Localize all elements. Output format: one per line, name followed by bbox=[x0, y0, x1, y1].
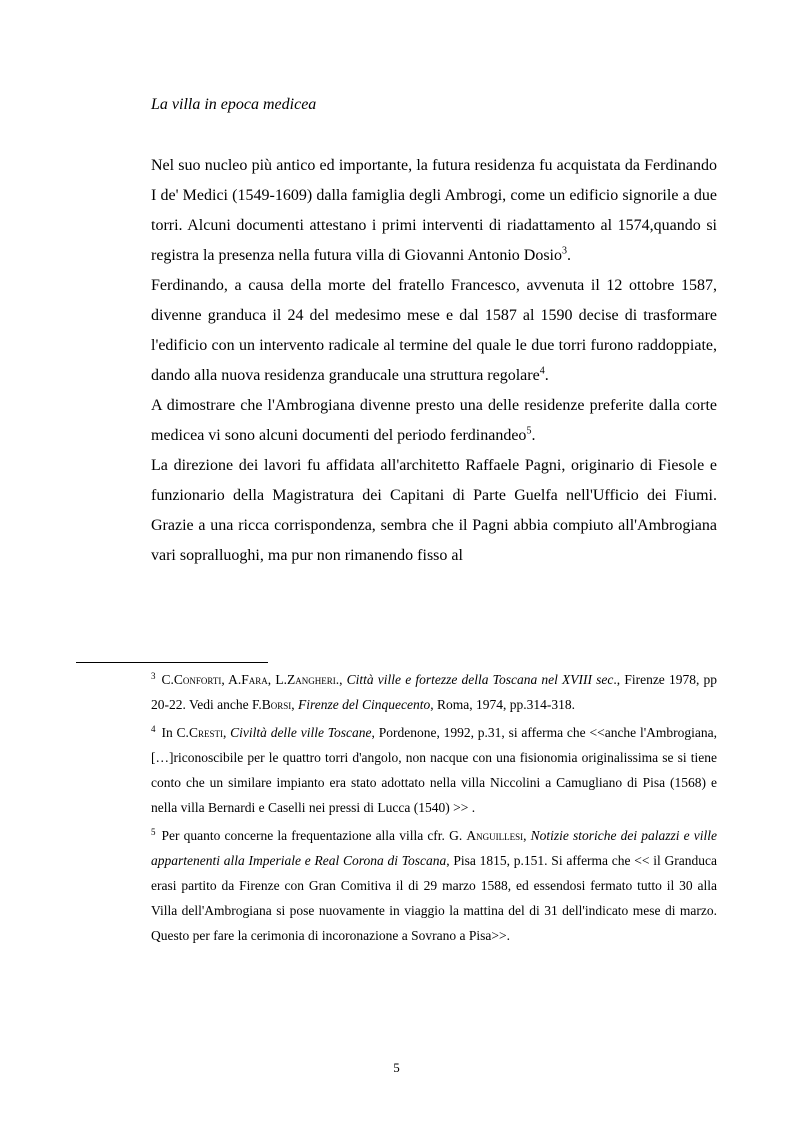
footnote-3-author-conforti: Conforti bbox=[173, 672, 222, 687]
paragraph-1-tail: . bbox=[567, 247, 571, 264]
footnote-5-number: 5 bbox=[151, 826, 156, 837]
paragraph-3-text: A dimostrare che l'Ambrogiana divenne presto una delle residenze preferite dalla corte medicea vi sono alcuni documenti del periodo ferdinandeo bbox=[151, 397, 717, 444]
footnote-ref-3[interactable]: 3 bbox=[562, 245, 567, 257]
footnote-3-author-borsi: Borsi bbox=[261, 697, 292, 712]
footnote-5-author-anguillesi: Anguillesi bbox=[466, 828, 524, 843]
paragraph-3-tail: . bbox=[531, 427, 536, 444]
footnote-3-a1: C. bbox=[161, 672, 174, 687]
footnotes bbox=[151, 667, 717, 951]
footnote-5-comma: , bbox=[523, 828, 527, 843]
footnote-5-pre: Per quanto concerne la frequentazione alla villa cfr. G. bbox=[161, 828, 463, 843]
footnote-separator bbox=[76, 662, 268, 663]
footnote-5 bbox=[151, 823, 717, 948]
footnote-4 bbox=[151, 720, 717, 820]
footnote-4-number: 4 bbox=[151, 723, 156, 734]
body-text bbox=[151, 151, 717, 571]
paragraph-2-text: Ferdinando, a causa della morte del fratello Francesco, avvenuta il 12 ottobre 1587, divenne granduca il 24 del medesimo mese e dal 1587 al 1590 decise di trasformare l'edificio con un intervento radicale al termine del quale le due torri furono raddoppiate, dando alla nuova residenza granducale una struttura regolare bbox=[151, 277, 717, 384]
paragraph-2-tail: . bbox=[544, 367, 549, 384]
paragraph-1 bbox=[151, 151, 717, 271]
footnote-3-title-2: Firenze del Cinquecento bbox=[298, 697, 431, 712]
footnote-3-author-fara: Fara bbox=[241, 672, 268, 687]
footnote-4-comma: , bbox=[222, 725, 227, 740]
footnote-3-a4: ., bbox=[335, 672, 343, 687]
footnote-3 bbox=[151, 667, 717, 717]
footnote-4-author-cresti: Cresti bbox=[188, 725, 223, 740]
footnote-5-title: Notizie storiche dei palazzi e ville appartenenti alla Imperiale e Real Corona di Toscana bbox=[151, 828, 718, 868]
footnote-3-a3: , L. bbox=[267, 672, 287, 687]
footnote-3-number: 3 bbox=[151, 670, 156, 681]
footnote-3-mid: ., Firenze 1978, pp 20-22. Vedi anche F. bbox=[151, 672, 718, 712]
footnote-4-rest: , Pordenone, 1992, p.31, si afferma che <<anche l'Ambrogiana,[…]riconoscibile per le quattro torri d'angolo, non nacque con una fisionomia originalissima se si tiene conto che un similare impianto era stato adottato nella villa Niccolini a Camugliano di Pisa (1568) e nella villa Bernardi e Caselli nei pressi di Lucca (1540) >> . bbox=[151, 725, 718, 815]
page-number: 5 bbox=[393, 1060, 400, 1075]
paragraph-4-text: La direzione dei lavori fu affidata all'architetto Raffaele Pagni, originario di Fiesole e funzionario della Magistratura dei Capitani di Parte Guelfa nell'Ufficio dei Fiumi. Grazie a una ricca corrispondenza, sembra che il Pagni abbia compiuto all'Ambrogiana vari sopralluoghi, ma pur non rimanendo fisso al bbox=[151, 457, 717, 564]
footnote-ref-4[interactable]: 4 bbox=[539, 365, 545, 377]
footnote-ref-5[interactable]: 5 bbox=[526, 425, 532, 437]
footnote-4-pre: In C. bbox=[161, 725, 189, 740]
paragraph-4 bbox=[151, 451, 717, 571]
footnote-3-a2: , A. bbox=[221, 672, 242, 687]
footnote-3-end: , Roma, 1974, pp.314-318. bbox=[430, 697, 576, 712]
footnote-3-author-zangheri: Zangheri bbox=[286, 672, 336, 687]
footnote-3-title-1: Città ville e fortezze della Toscana nel XVIII sec bbox=[346, 672, 614, 687]
paragraph-1-text: Nel suo nucleo più antico ed importante, la futura residenza fu acquistata da Ferdinando I de' Medici (1549-1609) dalla famiglia degli Ambrogi, come un edificio signorile a due torri. Alcuni documenti attestano i primi interventi di riadattamento al 1574,quando si registra la presenza nella futura villa di Giovanni Antonio Dosio bbox=[151, 157, 717, 264]
footnote-4-title: Civiltà delle ville Toscane bbox=[230, 725, 372, 740]
footnote-5-rest: , Pisa 1815, p.151. Si afferma che << il Granduca erasi partito da Firenze con Gran Comitiva il di 29 marzo 1588, ed essendosi fermato tutto il 30 alla Villa dell'Ambrogiana si pose nuovamente in viaggio la mattina del di 31 dell'indicato mese di marzo. Questo per fare la cerimonia di incoronazione a Sovrano a Pisa>>. bbox=[151, 853, 717, 943]
section-heading: La villa in epoca medicea bbox=[151, 96, 317, 113]
paragraph-3 bbox=[151, 391, 717, 451]
paragraph-2 bbox=[151, 271, 717, 391]
footnote-3-comma: , bbox=[291, 697, 295, 712]
